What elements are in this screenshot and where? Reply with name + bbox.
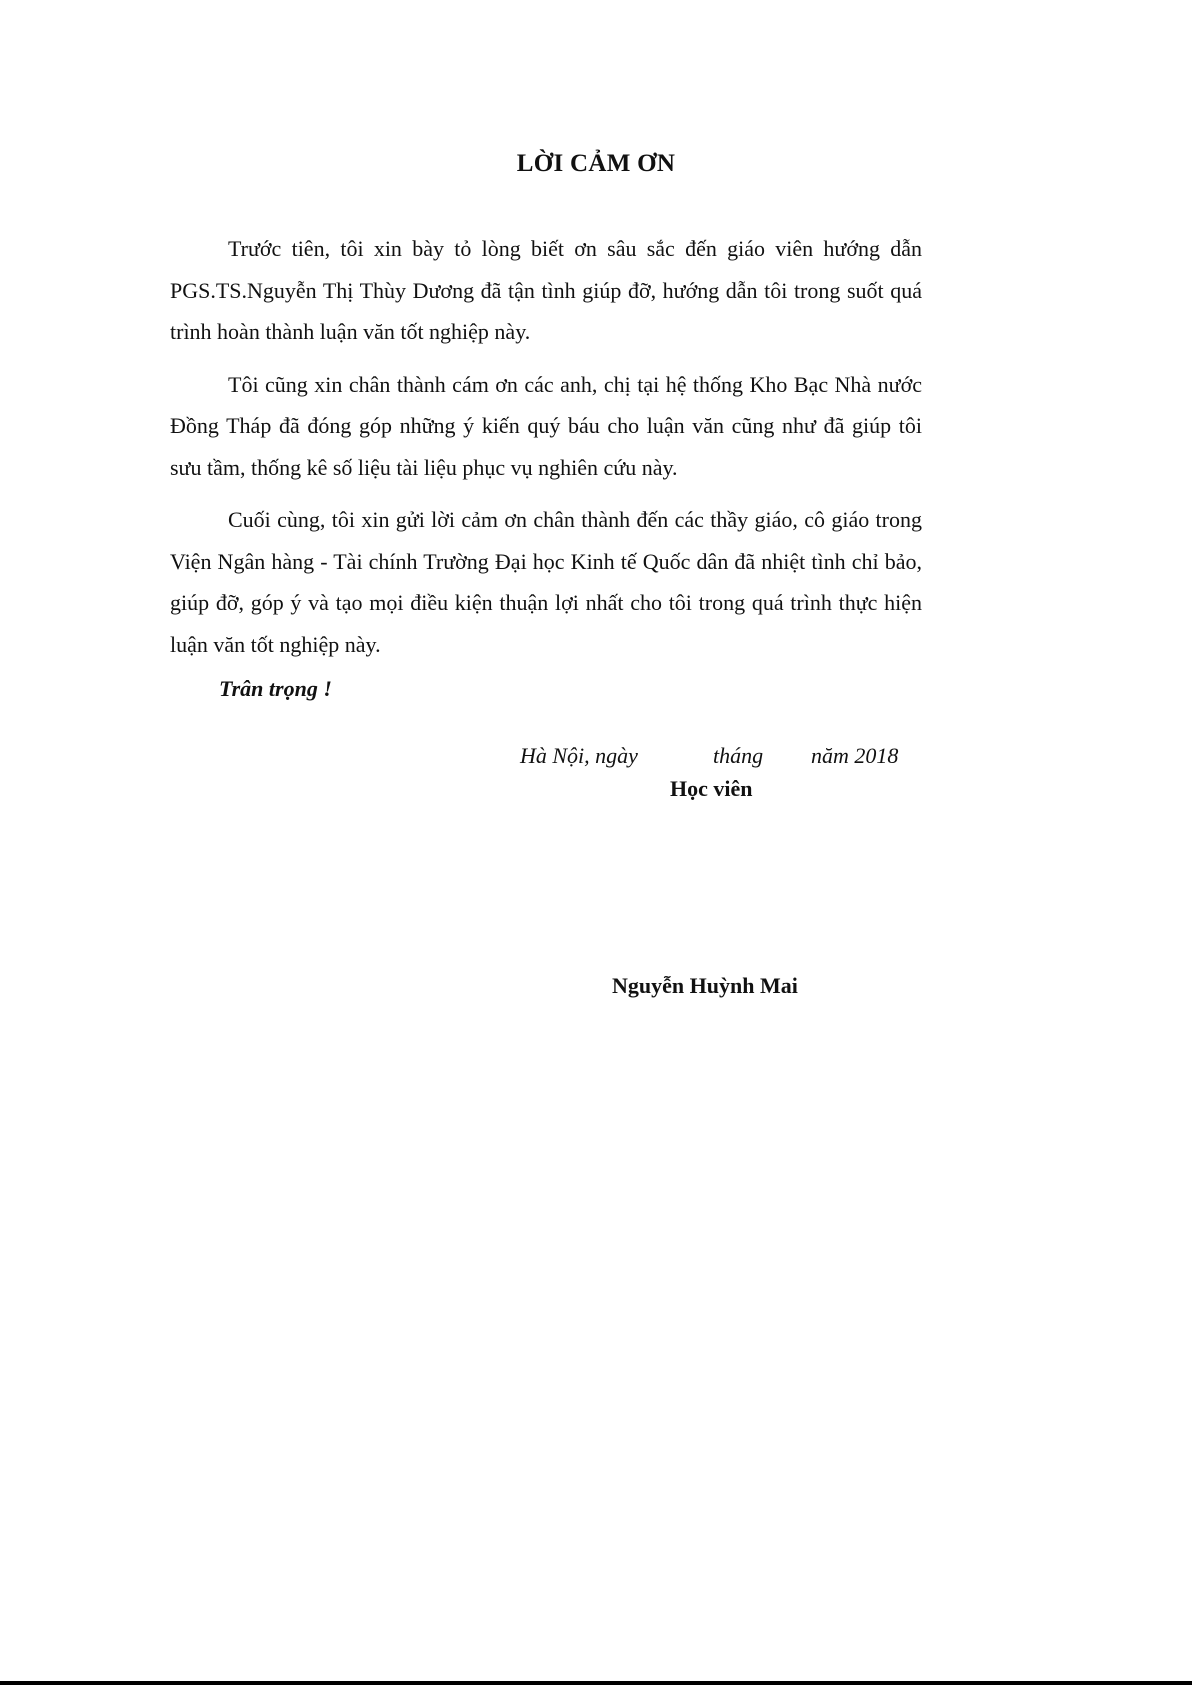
page-title: LỜI CẢM ƠN [516,150,676,177]
date-place: Hà Nội, ngày [520,743,638,768]
signer-name: Nguyễn Huỳnh Mai [612,973,798,998]
signer-role: Học viên [670,776,753,801]
date-year: năm 2018 [811,743,899,768]
date-line [520,743,920,773]
paragraph-3: Cuối cùng, tôi xin gửi lời cảm ơn chân thành đến các thầy giáo, cô giáo trong Viện Ngân hàng - Tài chính Trường Đại học Kinh tế Quốc dân đã nhiệt tình chỉ bảo, giúp đỡ, góp ý và tạo mọi điều kiện thuận lợi nhất cho tôi trong quá trình thực hiện luận văn tốt nghiệp này. [170,507,922,657]
paragraph-2: Tôi cũng xin chân thành cám ơn các anh, chị tại hệ thống Kho Bạc Nhà nước Đồng Tháp đã đóng góp những ý kiến quý báu cho luận văn cũng như đã giúp tôi sưu tầm, thống kê số liệu tài liệu phục vụ nghiên cứu này. [170,371,922,480]
date-month: tháng [713,743,764,768]
closing-salutation: Trân trọng ! [219,676,332,701]
paragraph-1: Trước tiên, tôi xin bày tỏ lòng biết ơn sâu sắc đến giáo viên hướng dẫn PGS.TS.Nguyễn Thị Thùy Dương đã tận tình giúp đỡ, hướng dẫn tôi trong suốt quá trình hoàn thành luận văn tốt nghiệp này. [170,236,922,344]
body-text [170,228,922,676]
bottom-edge-rule [0,1681,1192,1685]
